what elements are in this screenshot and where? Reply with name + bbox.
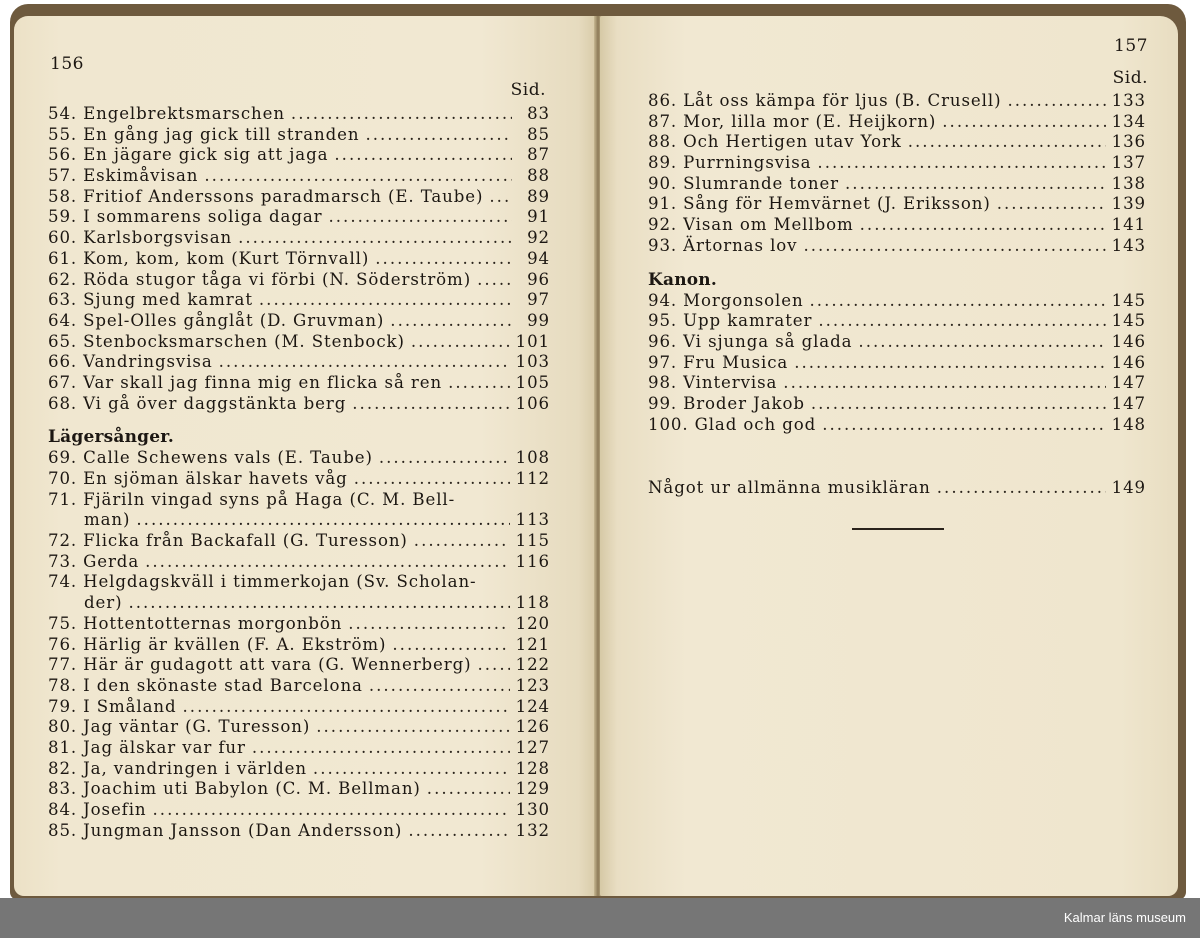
leader-dots: [352, 394, 509, 413]
entry-number: 72.: [48, 531, 78, 551]
entry-number: 92.: [648, 215, 678, 235]
section-heading: Kanon.: [648, 269, 717, 290]
entry-number: 57.: [48, 166, 78, 186]
entry-title: Broder Jakob: [683, 393, 805, 413]
leader-dots: [365, 125, 512, 144]
entry-number: 65.: [48, 331, 78, 351]
leader-dots: [145, 552, 510, 571]
right-sid-label: Sid.: [1112, 68, 1148, 88]
extra-entry: [648, 478, 1146, 499]
entry-number: 74.: [48, 572, 78, 592]
entry-number: 70.: [48, 469, 78, 488]
entry-page: 92: [527, 228, 550, 248]
toc-entry: [48, 469, 550, 490]
toc-entry: [648, 332, 1146, 353]
entry-number: 63.: [48, 290, 78, 310]
entry-number: 89.: [648, 153, 678, 173]
toc-entry: [48, 394, 550, 415]
entry-page: 121: [515, 634, 550, 654]
toc-entry: [648, 353, 1146, 374]
toc-entry: [48, 800, 550, 821]
toc-entry: [48, 332, 550, 353]
leader-dots: [810, 291, 1106, 310]
entry-title: Fjäriln vingad syns på Haga (C. M. Bell-: [83, 489, 456, 509]
leader-dots: [860, 215, 1106, 234]
toc-entry: [48, 249, 550, 270]
leader-dots: [313, 759, 510, 778]
leader-dots: [937, 478, 1106, 497]
toc-entry: [648, 373, 1146, 394]
toc-entry: [648, 91, 1146, 112]
leader-dots: [204, 166, 512, 185]
leader-dots: [817, 153, 1105, 172]
entry-title: Ärtornas lov: [683, 235, 798, 255]
leader-dots: [375, 249, 512, 268]
entry-page: 106: [515, 393, 550, 413]
entry-title: I Småland: [83, 696, 177, 716]
toc-entry: [48, 572, 550, 593]
entry-number: 93.: [648, 235, 678, 255]
toc-entry: [48, 373, 550, 394]
toc-entry: [48, 166, 550, 187]
entry-title: Vi gå över daggstänkta berg: [83, 393, 347, 413]
leader-dots: [822, 415, 1105, 434]
toc-entry: [648, 153, 1146, 174]
leader-dots: [348, 614, 509, 633]
entry-title: Flicka från Backafall (G. Turesson): [83, 531, 408, 551]
toc-entry: [48, 311, 550, 332]
toc-entry: [48, 207, 550, 228]
toc-entry-continuation: [48, 593, 550, 614]
leader-dots: [153, 800, 510, 819]
leader-dots: [908, 132, 1106, 151]
leader-dots: [291, 104, 512, 123]
entry-title: Låt oss kämpa för ljus (B. Crusell): [683, 91, 1002, 110]
entry-number: 83.: [48, 779, 78, 799]
leader-dots: [858, 332, 1105, 351]
entry-title: Gerda: [83, 551, 140, 571]
entry-page: 128: [515, 758, 550, 778]
entry-page: 147: [1111, 373, 1146, 393]
leader-dots: [997, 194, 1106, 213]
leader-dots: [316, 717, 509, 736]
entry-page: 134: [1111, 111, 1146, 131]
entry-number: 61.: [48, 248, 78, 268]
entry-title-cont: man): [84, 510, 131, 530]
entry-title: Glad och god: [694, 414, 817, 434]
toc-entry: [648, 311, 1146, 332]
toc-entry: [48, 352, 550, 373]
entry-title: Joachim uti Babylon (C. M. Bellman): [83, 779, 421, 799]
entry-page: 145: [1111, 290, 1146, 310]
entry-page: 85: [527, 124, 550, 144]
entry-title: Röda stugor tåga vi förbi (N. Söderström): [83, 269, 472, 289]
entry-page: 112: [515, 469, 550, 488]
entry-title: En gång jag gick till stranden: [83, 124, 360, 144]
leader-dots: [414, 531, 510, 550]
entry-number: 95.: [648, 311, 678, 331]
museum-credit: Kalmar läns museum: [1063, 910, 1186, 925]
leader-dots: [369, 676, 510, 695]
toc-entry: [648, 215, 1146, 236]
toc-entry: [48, 779, 550, 800]
leader-dots: [411, 332, 510, 351]
entry-title: Mor, lilla mor (E. Heijkorn): [683, 111, 937, 131]
entry-page: 148: [1111, 414, 1146, 434]
entry-page: 113: [515, 510, 550, 530]
toc-entry: [48, 145, 550, 166]
toc-entry: [48, 531, 550, 552]
right-page: [600, 16, 1178, 896]
entry-number: 81.: [48, 737, 78, 757]
entry-page: 126: [515, 717, 550, 737]
entry-number: 79.: [48, 696, 78, 716]
entry-number: 97.: [648, 352, 678, 372]
leader-dots: [392, 635, 509, 654]
entry-page: 88: [527, 166, 550, 186]
end-rule: [852, 528, 944, 530]
entry-title: Eskimåvisan: [83, 166, 199, 186]
entry-title: Visan om Mellbom: [683, 215, 854, 235]
section-heading: Lägersånger.: [48, 427, 174, 448]
entry-page: 116: [515, 551, 550, 571]
entry-page: 141: [1111, 215, 1146, 235]
entry-number: 85.: [48, 820, 78, 840]
entry-number: 66.: [48, 352, 78, 372]
entry-title: En sjöman älskar havets våg: [83, 469, 348, 488]
leader-dots: [1007, 91, 1105, 110]
leader-dots: [128, 593, 509, 612]
entry-title: Spel-Olles gånglåt (D. Gruvman): [83, 310, 385, 330]
toc-entry: [648, 132, 1146, 153]
leader-dots: [942, 112, 1105, 131]
entry-title: Stenbocksmarschen (M. Stenbock): [83, 331, 405, 351]
entry-number: 76.: [48, 634, 78, 654]
entry-number: 69.: [48, 448, 78, 468]
leader-dots: [354, 469, 510, 488]
entry-title: Kom, kom, kom (Kurt Törnvall): [83, 248, 370, 268]
entry-number: 86.: [648, 91, 678, 110]
entry-title: I den skönaste stad Barcelona: [83, 675, 363, 695]
entry-page: 108: [515, 448, 550, 468]
entry-page: 91: [527, 207, 550, 227]
entry-page: 87: [527, 145, 550, 165]
entry-number: 73.: [48, 551, 78, 571]
entry-number: 88.: [648, 132, 678, 152]
entry-page: 122: [515, 655, 550, 675]
entry-number: 98.: [648, 373, 678, 393]
entry-title: Slumrande toner: [683, 173, 840, 193]
entry-number: 62.: [48, 269, 78, 289]
entry-page: 124: [515, 696, 550, 716]
entry-number: 91.: [648, 194, 678, 214]
entry-title: Och Hertigen utav York: [683, 132, 902, 152]
entry-page: 132: [515, 820, 550, 840]
leader-dots: [390, 311, 512, 330]
leader-dots: [448, 373, 510, 392]
toc-entry: [48, 187, 550, 208]
leader-dots: [427, 779, 510, 798]
toc-entry: [48, 655, 550, 676]
toc-entry: [48, 104, 550, 125]
entry-title: Ja, vandringen i världen: [83, 758, 307, 778]
entry-page: 143: [1111, 235, 1146, 255]
left-sid-label: Sid.: [510, 80, 546, 100]
leader-dots: [334, 145, 512, 164]
toc-entry: [648, 415, 1146, 436]
entry-number: 56.: [48, 145, 78, 165]
entry-page: 137: [1111, 153, 1146, 173]
entry-title: En jägare gick sig att jaga: [83, 145, 329, 165]
right-page-number: 157: [1114, 36, 1148, 56]
toc-entry: [48, 552, 550, 573]
entry-page: 149: [1111, 478, 1146, 497]
entry-page: 123: [515, 675, 550, 695]
leader-dots: [238, 228, 512, 247]
entry-title: Jag älskar var fur: [83, 737, 246, 757]
entry-title: Engelbrektsmarschen: [83, 104, 285, 123]
entry-number: 67.: [48, 372, 78, 392]
toc-entry: [48, 228, 550, 249]
entry-page: 103: [515, 352, 550, 372]
entry-title: Hottentotternas morgonbön: [83, 613, 343, 633]
leader-dots: [219, 352, 510, 371]
leader-dots: [136, 510, 509, 529]
entry-page: 101: [515, 331, 550, 351]
entry-number: 58.: [48, 186, 78, 206]
leader-dots: [379, 448, 510, 467]
entry-page: 136: [1111, 132, 1146, 152]
entry-title: Härlig är kvällen (F. A. Ekström): [83, 634, 387, 654]
entry-page: 145: [1111, 311, 1146, 331]
footer-bar: [0, 898, 1200, 938]
right-toc-list: [648, 91, 1146, 435]
entry-number: 68.: [48, 393, 78, 413]
entry-number: 78.: [48, 675, 78, 695]
entry-number: 82.: [48, 758, 78, 778]
toc-entry: [648, 174, 1146, 195]
leader-dots: [408, 821, 509, 840]
left-toc-list: [48, 104, 550, 841]
entry-page: 96: [527, 269, 550, 289]
entry-title: Upp kamrater: [683, 311, 813, 331]
entry-number: 77.: [48, 655, 78, 675]
entry-title: I sommarens soliga dagar: [83, 207, 323, 227]
entry-number: 71.: [48, 489, 78, 509]
entry-title: Purrningsvisa: [683, 153, 812, 173]
toc-entry: [48, 448, 550, 469]
entry-title: Helgdagskväll i timmerkojan (Sv. Scholan-: [83, 572, 477, 592]
entry-title: Jungman Jansson (Dan Andersson): [83, 820, 403, 840]
entry-title: Något ur allmänna musikläran: [648, 478, 931, 497]
entry-number: 90.: [648, 173, 678, 193]
entry-number: 84.: [48, 800, 78, 819]
entry-title: Sång för Hemvärnet (J. Eriksson): [683, 194, 991, 214]
entry-page: 127: [515, 737, 550, 757]
leader-dots: [811, 394, 1106, 413]
leader-dots: [783, 373, 1105, 392]
entry-number: 100.: [648, 414, 689, 434]
toc-entry: [48, 717, 550, 738]
toc-entry: [48, 738, 550, 759]
entry-title: Fru Musica: [683, 352, 789, 372]
entry-title: Var skall jag finna mig en flicka så ren: [83, 372, 443, 392]
toc-entry: [648, 236, 1146, 257]
entry-page: 105: [515, 372, 550, 392]
entry-page: 146: [1111, 331, 1146, 351]
entry-title: Josefin: [83, 800, 147, 819]
entry-title: Calle Schewens vals (E. Taube): [83, 448, 373, 468]
entry-page: 139: [1111, 194, 1146, 214]
entry-title: Vi sjunga så glada: [683, 331, 853, 351]
entry-page: 83: [527, 104, 550, 123]
entry-title: Jag väntar (G. Turesson): [83, 717, 311, 737]
entry-title-cont: der): [84, 593, 123, 613]
leader-dots: [252, 738, 510, 757]
toc-entry: [48, 635, 550, 656]
entry-title: Fritiof Anderssons paradmarsch (E. Taube): [83, 186, 484, 206]
toc-entry: [48, 490, 550, 511]
leader-dots: [478, 655, 510, 674]
entry-page: 138: [1111, 173, 1146, 193]
toc-entry: [48, 125, 550, 146]
entry-number: 54.: [48, 104, 78, 123]
leader-dots: [818, 311, 1105, 330]
toc-entry: [48, 270, 550, 291]
entry-page: 118: [515, 593, 550, 613]
entry-page: 99: [527, 310, 550, 330]
entry-page: 89: [527, 186, 550, 206]
toc-entry-extra: [648, 478, 1146, 499]
entry-number: 87.: [648, 111, 678, 131]
entry-page: 147: [1111, 393, 1146, 413]
entry-title: Sjung med kamrat: [83, 290, 253, 310]
leader-dots: [477, 270, 512, 289]
entry-page: 97: [527, 290, 550, 310]
toc-entry: [48, 759, 550, 780]
leader-dots: [329, 207, 513, 226]
entry-number: 75.: [48, 613, 78, 633]
entry-page: 120: [515, 613, 550, 633]
left-page: [14, 16, 596, 896]
toc-entry: [648, 112, 1146, 133]
entry-number: 55.: [48, 124, 78, 144]
entry-title: Karlsborgsvisan: [83, 228, 233, 248]
entry-number: 94.: [648, 290, 678, 310]
leader-dots: [845, 174, 1106, 193]
entry-number: 59.: [48, 207, 78, 227]
toc-entry: [648, 394, 1146, 415]
leader-dots: [794, 353, 1105, 372]
toc-entry: [48, 614, 550, 635]
entry-title: Vintervisa: [683, 373, 778, 393]
entry-page: 129: [515, 779, 550, 799]
toc-entry-continuation: [48, 510, 550, 531]
entry-page: 94: [527, 248, 550, 268]
entry-number: 60.: [48, 228, 78, 248]
entry-number: 64.: [48, 310, 78, 330]
toc-entry: [648, 194, 1146, 215]
leader-dots: [489, 187, 512, 206]
entry-number: 99.: [648, 393, 678, 413]
leader-dots: [183, 697, 510, 716]
entry-title: Vandringsvisa: [83, 352, 213, 372]
entry-number: 80.: [48, 717, 78, 737]
entry-page: 146: [1111, 352, 1146, 372]
toc-entry: [48, 676, 550, 697]
leader-dots: [803, 236, 1105, 255]
left-page-number: 156: [50, 54, 84, 74]
entry-number: 96.: [648, 331, 678, 351]
toc-entry: [648, 291, 1146, 312]
entry-page: 130: [515, 800, 550, 819]
toc-entry: [48, 821, 550, 842]
toc-entry: [48, 290, 550, 311]
toc-entry: [48, 697, 550, 718]
entry-page: 115: [515, 531, 550, 551]
leader-dots: [259, 290, 512, 309]
entry-page: 133: [1111, 91, 1146, 110]
entry-title: Morgonsolen: [683, 290, 804, 310]
entry-title: Här är gudagott att vara (G. Wennerberg): [83, 655, 472, 675]
